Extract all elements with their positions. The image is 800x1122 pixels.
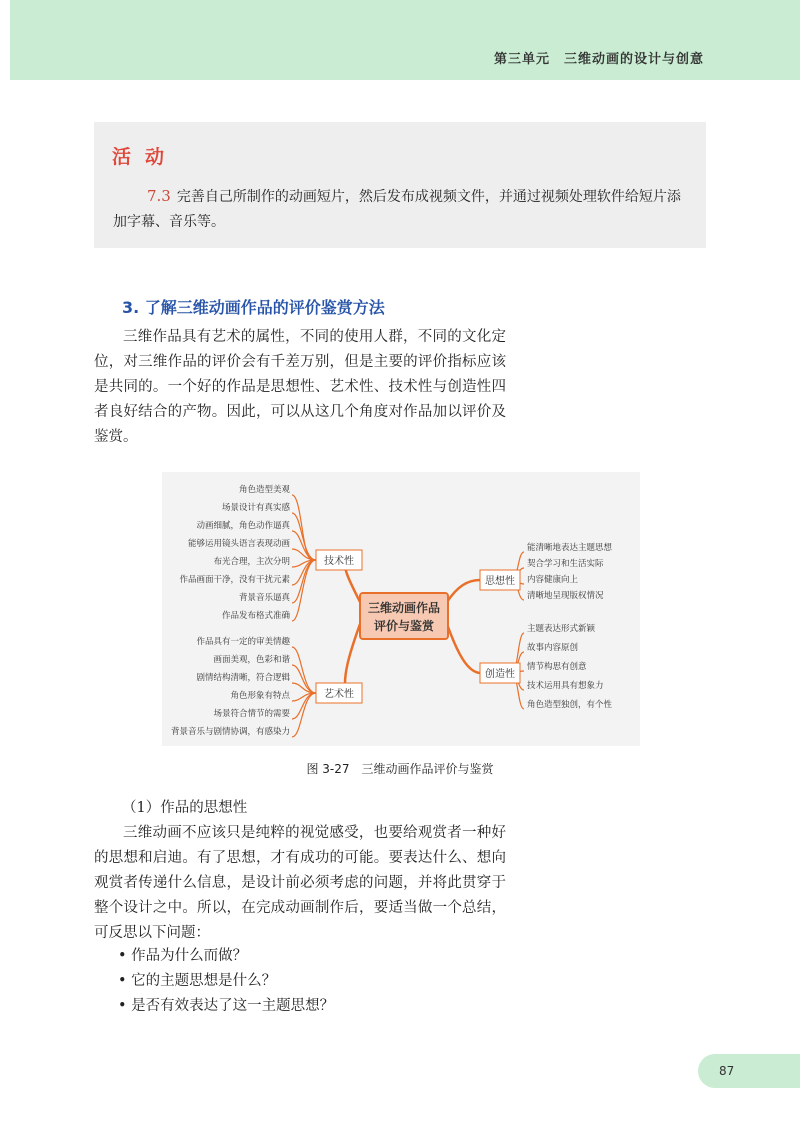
header-band — [10, 0, 800, 80]
tech-leaf: 作品画面干净，没有干扰元素 — [179, 575, 290, 585]
idea-leaf: 内容健康向上 — [527, 575, 579, 585]
subsection-heading: （1）作品的思想性 — [122, 800, 248, 816]
create-leaf: 情节构思有创意 — [527, 662, 587, 672]
art-leaves — [171, 636, 291, 737]
idea-leaf: 清晰地呈现版权情况 — [527, 591, 604, 601]
branch-label-create: 创造性 — [485, 669, 515, 680]
list-item: • 是否有效表达了这一主题思想？ — [118, 994, 334, 1019]
branch-label-idea: 思想性 — [485, 576, 515, 587]
subsection-paragraph: 三维动画不应该只是纯粹的视觉感受，也要给观赏者一种好的思想和启迪。有了思想，才有成功的可能。要表达什么、想向观赏者传递什么信息，是设计前必须考虑的问题，并将此贯穿于整个设计之中。所以，在完成动画制作后，要适当做一个总结，可反思以下问题： — [94, 825, 506, 941]
idea-leaf: 契合学习和生活实际 — [527, 559, 604, 569]
tech-leaves — [179, 484, 290, 621]
page-number: 87 — [719, 1064, 735, 1078]
activity-body: 完善自己所制作的动画短片，然后发布成视频文件，并通过视频处理软件给短片添加字幕、音乐等。 — [113, 189, 681, 230]
tech-leaf: 能够运用镜头语言表现动画 — [187, 539, 290, 549]
list-item: • 它的主题思想是什么？ — [118, 969, 334, 994]
figure-caption: 图 3-27 三维动画作品评价与鉴赏 — [306, 762, 494, 776]
create-leaf: 主题表达形式新颖 — [527, 624, 596, 634]
art-leaf: 角色形象有特点 — [230, 691, 290, 701]
art-leaf: 背景音乐与剧情协调，有感染力 — [170, 727, 290, 737]
activity-title: 活动 — [112, 146, 179, 168]
idea-leaves — [527, 542, 613, 601]
question-list — [118, 944, 334, 1019]
tech-leaf: 背景音乐逼真 — [238, 593, 290, 603]
tech-leaf: 动画细腻，角色动作逼真 — [196, 521, 290, 531]
connector-create — [447, 624, 480, 673]
branch-label-tech: 技术性 — [324, 556, 354, 567]
tech-leaf: 作品发布格式准确 — [221, 611, 290, 621]
tech-leaf: 角色造型美观 — [238, 485, 290, 495]
idea-leaf: 能清晰地表达主题思想 — [527, 543, 613, 553]
create-leaf: 技术运用具有想象力 — [527, 681, 604, 691]
section-heading: 3. 了解三维动画作品的评价鉴赏方法 — [122, 298, 385, 317]
activity-number: 7.3 — [147, 187, 171, 205]
art-leaf: 场景符合情节的需要 — [213, 709, 290, 719]
chapter-title: 第三单元 三维动画的设计与创意 — [493, 52, 704, 67]
center-line2: 评价与鉴赏 — [373, 619, 435, 633]
art-leaf: 画面美观，色彩和谐 — [213, 655, 290, 665]
create-leaf: 角色造型独创，有个性 — [527, 700, 613, 710]
activity-box — [94, 122, 706, 248]
page-number-tab — [698, 1054, 800, 1088]
connector-idea — [447, 580, 480, 602]
art-leaf: 作品具有一定的审美情趣 — [196, 637, 290, 647]
art-leaf: 剧情结构清晰，符合逻辑 — [196, 673, 290, 683]
create-leaves — [527, 623, 613, 710]
list-item: • 作品为什么而做？ — [118, 944, 334, 969]
tech-leaf: 布光合理，主次分明 — [213, 557, 290, 567]
branch-label-art: 艺术性 — [324, 689, 354, 700]
activity-text — [113, 184, 693, 235]
create-leaf: 故事内容原创 — [527, 643, 579, 653]
mindmap-svg — [162, 472, 640, 746]
mindmap-figure — [162, 472, 640, 746]
center-line1: 三维动画作品 — [367, 601, 441, 615]
tech-leaf: 场景设计有真实感 — [221, 503, 290, 513]
intro-paragraph: 三维作品具有艺术的属性，不同的使用人群，不同的文化定位，对三维作品的评价会有千差万别，但是主要的评价指标应该是共同的。一个好的作品是思想性、艺术性、技术性与创造性四者良好结合的产物。因此，可以从这几个角度对作品加以评价及鉴赏。 — [94, 329, 506, 445]
